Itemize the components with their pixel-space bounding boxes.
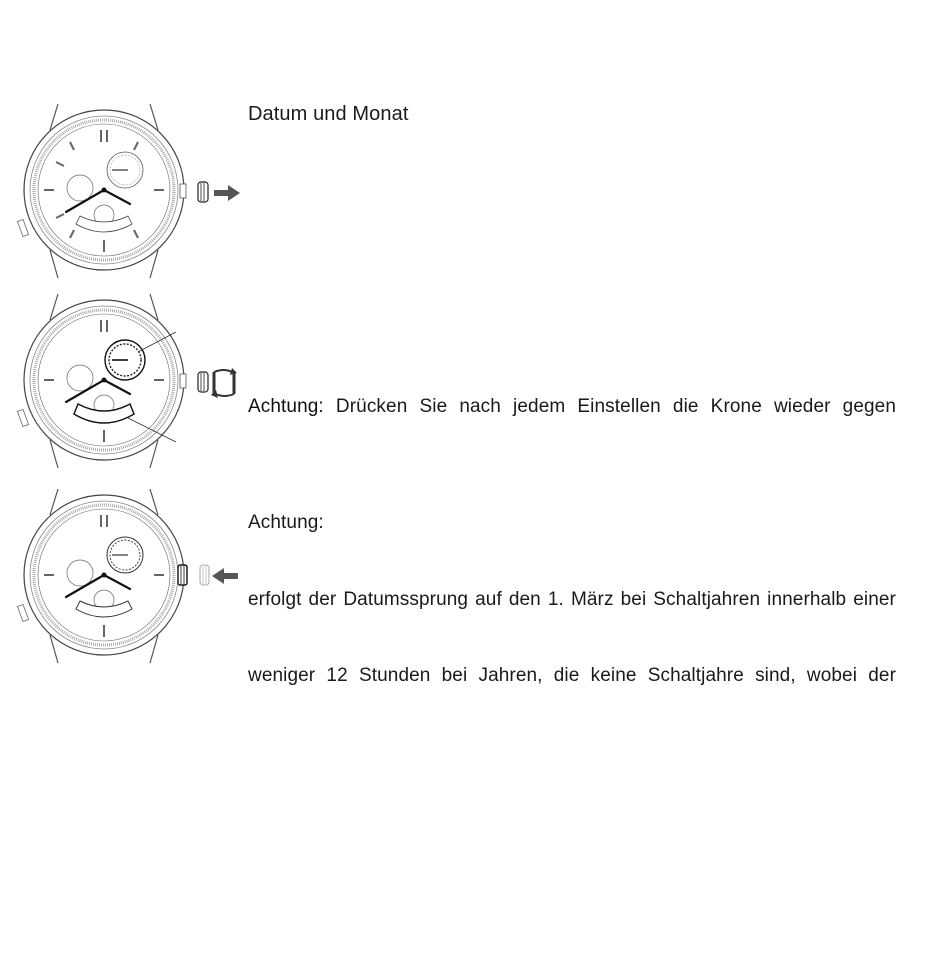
- paragraph-line-1: erfolgt der Datumssprung auf den 1. März bei Schaltjahren innerhalb einer: [248, 589, 896, 610]
- paragraph-line-2: weniger 12 Stunden bei Jahren, die keine Schaltjahre sind, wobei der: [248, 665, 896, 686]
- rotate-arrows-icon: [210, 366, 238, 400]
- arrow-right-icon: [214, 185, 240, 201]
- section-heading: Datum und Monat: [248, 103, 409, 125]
- note-1-label: Achtung:: [248, 396, 324, 417]
- note-1-text: Drücken Sie nach jedem Einstellen die Krone wieder gegen: [335, 396, 896, 417]
- arrow-left-icon: [212, 568, 238, 584]
- note-2-label: Achtung:: [248, 512, 324, 533]
- note-1: [248, 395, 896, 419]
